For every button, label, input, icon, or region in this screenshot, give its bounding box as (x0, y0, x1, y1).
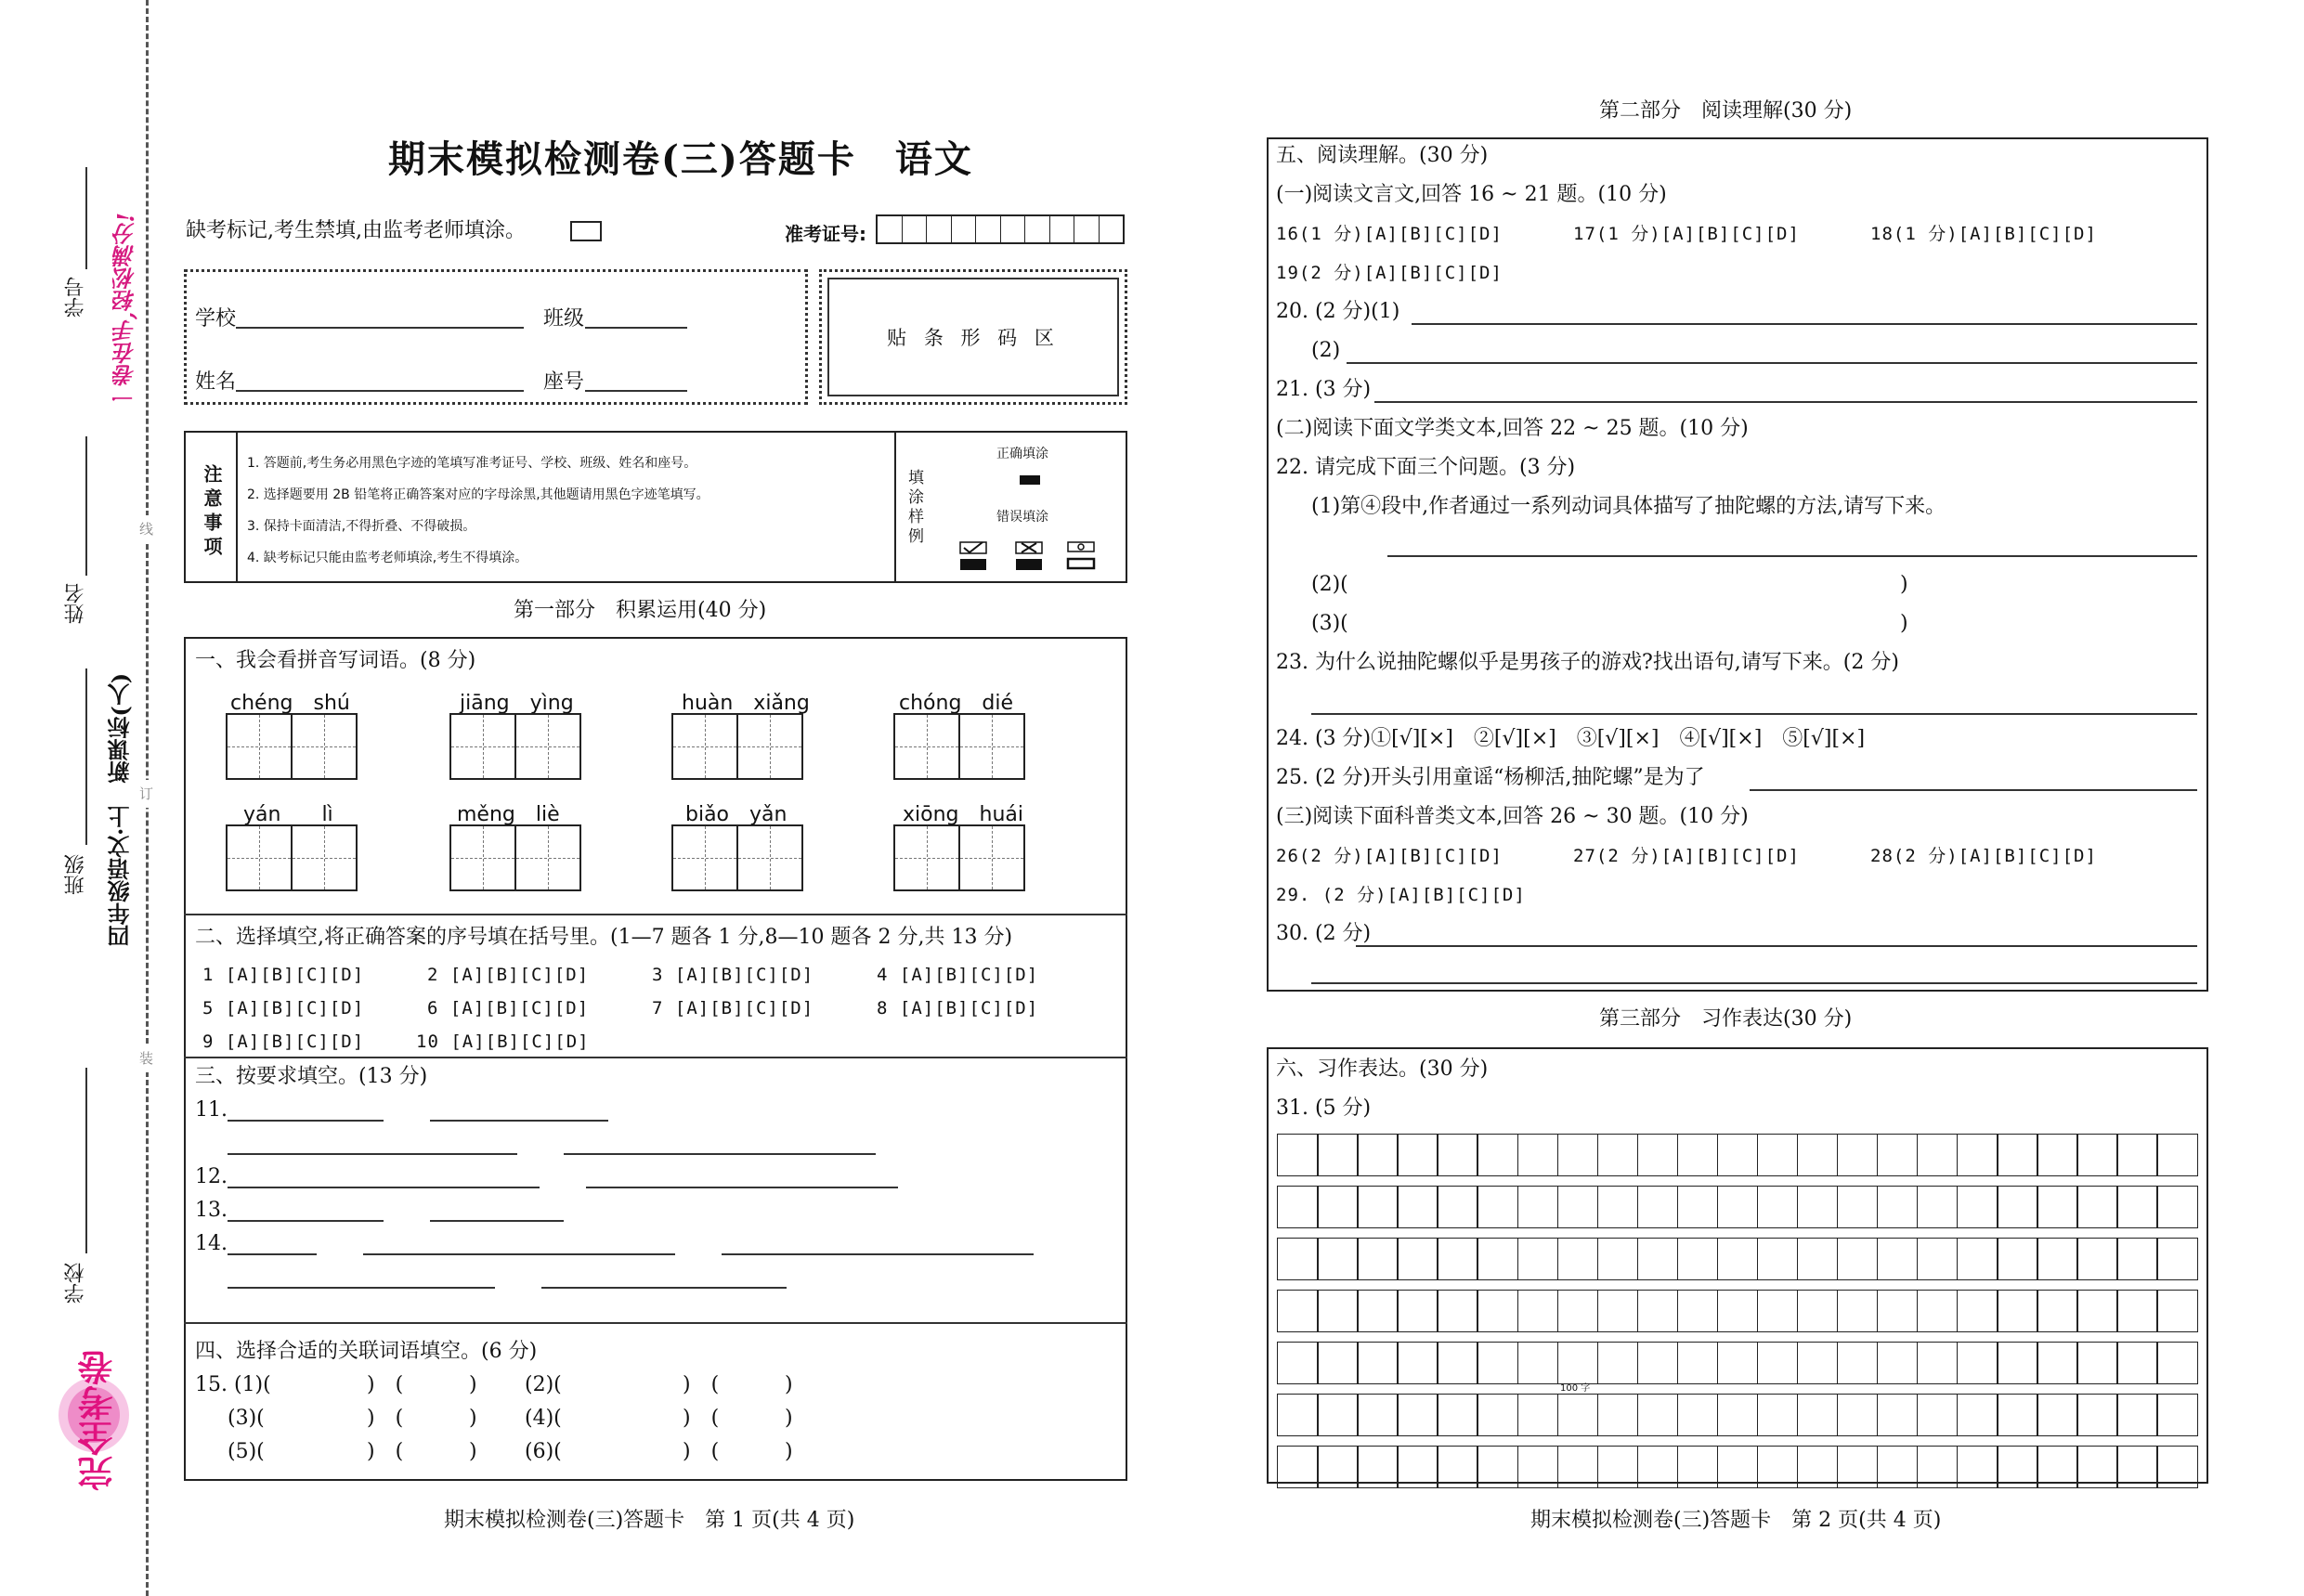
answer-line[interactable] (228, 1120, 384, 1122)
paren-open: (4)( (525, 1407, 562, 1430)
q6-title: 六、习作表达。(30 分) (1276, 1058, 1489, 1081)
q31-label: 31. (5 分) (1276, 1096, 1372, 1120)
info-seat-field[interactable] (585, 390, 687, 392)
notes-title: 注意事项 (201, 464, 223, 561)
brand-text: 完全考卷 (78, 1350, 119, 1491)
choice-16[interactable]: 16(1 分)[A][B][C][D] (1276, 224, 1503, 244)
mark-bind: 装 (139, 1045, 153, 1072)
fill-correct-label: 正确填涂 (996, 447, 1048, 461)
label-class: 班级 (64, 854, 87, 895)
fill-example-divider (894, 431, 896, 583)
choice-18[interactable]: 18(1 分)[A][B][C][D] (1870, 224, 2097, 244)
info-name-field[interactable] (236, 390, 524, 392)
answer-line[interactable] (1750, 789, 2197, 791)
writing-row[interactable] (1278, 1395, 2197, 1435)
writing-row[interactable] (1278, 1343, 2197, 1383)
sub1-title: (一)阅读文言文,回答 16 ~ 21 题。(10 分) (1276, 183, 1667, 206)
info-box (184, 269, 808, 405)
notes-divider (236, 431, 238, 583)
page1-footer: 期末模拟检测卷(三)答题卡 第 1 页(共 4 页) (444, 1509, 855, 1532)
writing-row[interactable] (1278, 1239, 2197, 1279)
fill-wrong-samples (958, 540, 1100, 576)
q20-2-label: (2) (1311, 339, 1341, 362)
choice-1[interactable]: 1 [A][B][C][D] (202, 965, 365, 985)
note-item: 1. 答题前,考生务必用黑色字迹的笔填写准考证号、学校、班级、姓名和座号。 (247, 456, 697, 471)
mark-order: 订 (139, 780, 153, 808)
label-school: 学校 (64, 1263, 87, 1304)
choice-27[interactable]: 27(2 分)[A][B][C][D] (1573, 846, 1800, 866)
writing-row[interactable] (1278, 1447, 2197, 1487)
q22-label: 22. 请完成下面三个问题。(3 分) (1276, 456, 1576, 479)
answer-line[interactable] (430, 1120, 608, 1122)
note-item: 4. 缺考标记只能由监考老师填涂,考生不得填涂。 (247, 551, 528, 565)
choice-10[interactable]: 10 [A][B][C][D] (416, 1032, 590, 1052)
choice-row[interactable] (202, 1025, 1094, 1058)
info-class-label: 班级 (543, 307, 585, 331)
writing-cells[interactable] (673, 713, 803, 780)
pinyin-2: jiāng yìng (460, 692, 574, 715)
answer-line[interactable] (564, 1153, 876, 1155)
pinyin-3: huàn xiǎng (682, 692, 810, 715)
pinyin-7: biǎo yǎn (685, 803, 788, 826)
q12-label: 12. (195, 1165, 228, 1188)
note-item: 3. 保持卡面清洁,不得折叠、不得破损。 (247, 519, 476, 534)
part1-heading: 第一部分 积累运用(40 分) (514, 599, 767, 622)
writing-cells[interactable] (451, 713, 581, 780)
writing-cells[interactable] (895, 713, 1025, 780)
paren-pair: ) ( (367, 1440, 404, 1463)
paren-pair: ) ( (367, 1407, 404, 1430)
answer-line[interactable] (1374, 401, 2197, 403)
note-item: 2. 选择题要用 2B 铅笔将正确答案对应的字母涂黑,其他题请用黑色字迹笔填写。 (247, 487, 709, 502)
ticket-label: 准考证号: (785, 223, 866, 245)
answer-line[interactable] (1311, 713, 2197, 715)
school-line (85, 1068, 87, 1253)
q21-label: 21. (3 分) (1276, 378, 1372, 401)
ticket-number-boxes[interactable] (876, 214, 1125, 244)
paren-open: (3)( (228, 1407, 265, 1430)
paren-open: (6)( (525, 1440, 562, 1463)
page2-footer: 期末模拟检测卷(三)答题卡 第 2 页(共 4 页) (1530, 1509, 1942, 1532)
paren-close: ) (785, 1373, 793, 1396)
choice-26[interactable]: 26(2 分)[A][B][C][D] (1276, 846, 1503, 866)
q22-1-text: (1)第④段中,作者通过一系列动词具体描写了抽陀螺的方法,请写下来。 (1311, 495, 1946, 518)
answer-line[interactable] (586, 1187, 898, 1188)
answer-line[interactable] (1347, 362, 2197, 364)
choice-2[interactable]: 2 [A][B][C][D] (427, 965, 590, 985)
answer-line[interactable] (228, 1187, 540, 1188)
q23-text: 23. 为什么说抽陀螺似乎是男孩子的游戏?找出语句,请写下来。(2 分) (1276, 651, 1899, 674)
answer-line[interactable] (430, 1220, 564, 1222)
paren-close: ) (469, 1440, 477, 1463)
choice-17[interactable]: 17(1 分)[A][B][C][D] (1573, 224, 1800, 244)
choice-7[interactable]: 7 [A][B][C][D] (652, 998, 814, 1019)
student-number-line (85, 167, 87, 269)
paren-close: ) (469, 1373, 477, 1396)
writing-cells[interactable] (451, 824, 581, 891)
paren-pair: ) ( (683, 1407, 720, 1430)
pinyin-1: chéng shú (230, 692, 350, 715)
q22-3-close: ) (1900, 612, 1908, 635)
writing-row[interactable] (1278, 1291, 2197, 1331)
choice-6[interactable]: 6 [A][B][C][D] (427, 998, 590, 1019)
q30-label: 30. (2 分) (1276, 922, 1372, 945)
sub2-title: (二)阅读下面文学类文本,回答 22 ~ 25 题。(10 分) (1276, 417, 1749, 440)
notes-list (247, 448, 709, 574)
q22-3-open: (3)( (1311, 612, 1348, 635)
slogan: 一卷在手,轻松满分! (112, 213, 139, 409)
brand-logo (56, 1346, 132, 1491)
info-name-label: 姓名 (195, 370, 237, 394)
paren-open: (2)( (525, 1373, 562, 1396)
paren-pair: ) ( (683, 1440, 720, 1463)
choice-3[interactable]: 3 [A][B][C][D] (652, 965, 814, 985)
page-title: 期末模拟检测卷(三)答题卡 语文 (388, 137, 973, 181)
writing-row[interactable] (1278, 1135, 2197, 1175)
grade-info: 四年级语文·上 新课标(人) (107, 672, 134, 947)
writing-cells[interactable] (228, 824, 358, 891)
paren-pair: ) ( (367, 1373, 404, 1396)
fill-example-title: 填涂样例 (905, 469, 923, 547)
pinyin-8: xiōng huái (903, 803, 1023, 826)
answer-line[interactable] (1412, 323, 2197, 325)
q24-judge[interactable]: 24. (3 分)①[√][×] ②[√][×] ③[√][×] ④[√][×] ⑤[√][×] (1276, 727, 1866, 750)
q3-title: 三、按要求填空。(13 分) (195, 1065, 428, 1088)
info-class-field[interactable] (585, 327, 687, 329)
absent-note: 缺考标记,考生禁填,由监考老师填涂。 (186, 219, 526, 242)
class-line (85, 668, 87, 845)
pinyin-4: chóng dié (899, 692, 1014, 715)
section-divider (184, 1057, 1127, 1058)
answer-line[interactable] (541, 1287, 787, 1289)
fill-correct-sample (1020, 475, 1040, 485)
writing-grid[interactable] (1278, 1135, 2197, 1487)
choice-row[interactable] (202, 992, 1094, 1025)
paren-open: (5)( (228, 1440, 265, 1463)
paren-close: ) (785, 1407, 793, 1430)
choice-29[interactable]: 29. (2 分)[A][B][C][D] (1276, 885, 1526, 905)
barcode-label: 贴 条 形 码 区 (887, 327, 1060, 349)
sub3-title: (三)阅读下面科普类文本,回答 26 ~ 30 题。(10 分) (1276, 805, 1749, 828)
answer-line[interactable] (228, 1153, 517, 1155)
info-school-field[interactable] (236, 327, 524, 329)
q4-title: 四、选择合适的关联词语填空。(6 分) (195, 1340, 538, 1363)
part2-heading: 第二部分 阅读理解(30 分) (1599, 99, 1853, 123)
answer-line[interactable] (1311, 982, 2197, 984)
label-student-name: 姓名 (64, 583, 87, 624)
section-divider (184, 1322, 1127, 1324)
section-divider (184, 914, 1127, 915)
q1-title: 一、我会看拼音写词语。(8 分) (195, 649, 476, 672)
q13-label: 13. (195, 1199, 228, 1222)
q2-title: 二、选择填空,将正确答案的序号填在括号里。(1—7 题各 1 分,8—10 题各 2 分,共 13 分) (195, 926, 1013, 949)
writing-cells[interactable] (895, 824, 1025, 891)
word-count-mark: 100 字 (1560, 1383, 1591, 1394)
q15-row-2[interactable] (195, 1402, 793, 1435)
choice-5[interactable]: 5 [A][B][C][D] (202, 998, 365, 1019)
writing-cells[interactable] (673, 824, 803, 891)
label-student-number: 学号 (64, 277, 87, 318)
fill-wrong-label: 错误填涂 (996, 510, 1048, 525)
info-seat-label: 座号 (543, 370, 585, 394)
q11-label: 11. (195, 1098, 228, 1122)
paren-close: ) (785, 1440, 793, 1463)
choice-9[interactable]: 9 [A][B][C][D] (202, 1032, 365, 1052)
pinyin-6: měng liè (457, 803, 560, 826)
answer-line[interactable] (722, 1253, 1034, 1255)
q22-2-close: ) (1900, 573, 1908, 596)
q15-row-3[interactable] (195, 1435, 793, 1469)
mark-line: 线 (139, 515, 153, 543)
q15-row-1[interactable] (195, 1369, 793, 1402)
paren-open: 15. (1)( (195, 1373, 271, 1396)
choice-19[interactable]: 19(2 分)[A][B][C][D] (1276, 263, 1503, 283)
q25-text: 25. (2 分)开头引用童谣“杨柳活,抽陀螺”是为了 (1276, 766, 1705, 789)
student-name-line (85, 436, 87, 576)
q22-2-open: (2)( (1311, 573, 1348, 596)
absent-checkbox[interactable] (570, 221, 602, 241)
choice-row-16[interactable] (1276, 217, 2097, 251)
writing-cells[interactable] (228, 713, 358, 780)
pinyin-5: yán lì (243, 803, 333, 826)
answer-line[interactable] (1356, 945, 2197, 947)
q14-label: 14. (195, 1232, 228, 1255)
choice-row-26[interactable] (1276, 839, 2097, 873)
q5-title: 五、阅读理解。(30 分) (1276, 144, 1489, 167)
answer-line[interactable] (228, 1253, 317, 1255)
info-school-label: 学校 (195, 307, 237, 331)
choice-8[interactable]: 8 [A][B][C][D] (877, 998, 1039, 1019)
writing-row[interactable] (1278, 1187, 2197, 1227)
answer-line[interactable] (228, 1220, 384, 1222)
barcode-area (819, 269, 1127, 405)
q20-1-label: 20. (2 分)(1) (1276, 300, 1400, 323)
choice-28[interactable]: 28(2 分)[A][B][C][D] (1870, 846, 2097, 866)
paren-pair: ) ( (683, 1373, 720, 1396)
answer-line[interactable] (1387, 555, 2197, 557)
answer-line[interactable] (228, 1287, 495, 1289)
choice-4[interactable]: 4 [A][B][C][D] (877, 965, 1039, 985)
paren-close: ) (469, 1407, 477, 1430)
answer-line[interactable] (363, 1253, 675, 1255)
part3-heading: 第三部分 习作表达(30 分) (1599, 1007, 1853, 1031)
choice-row[interactable] (202, 958, 1094, 992)
